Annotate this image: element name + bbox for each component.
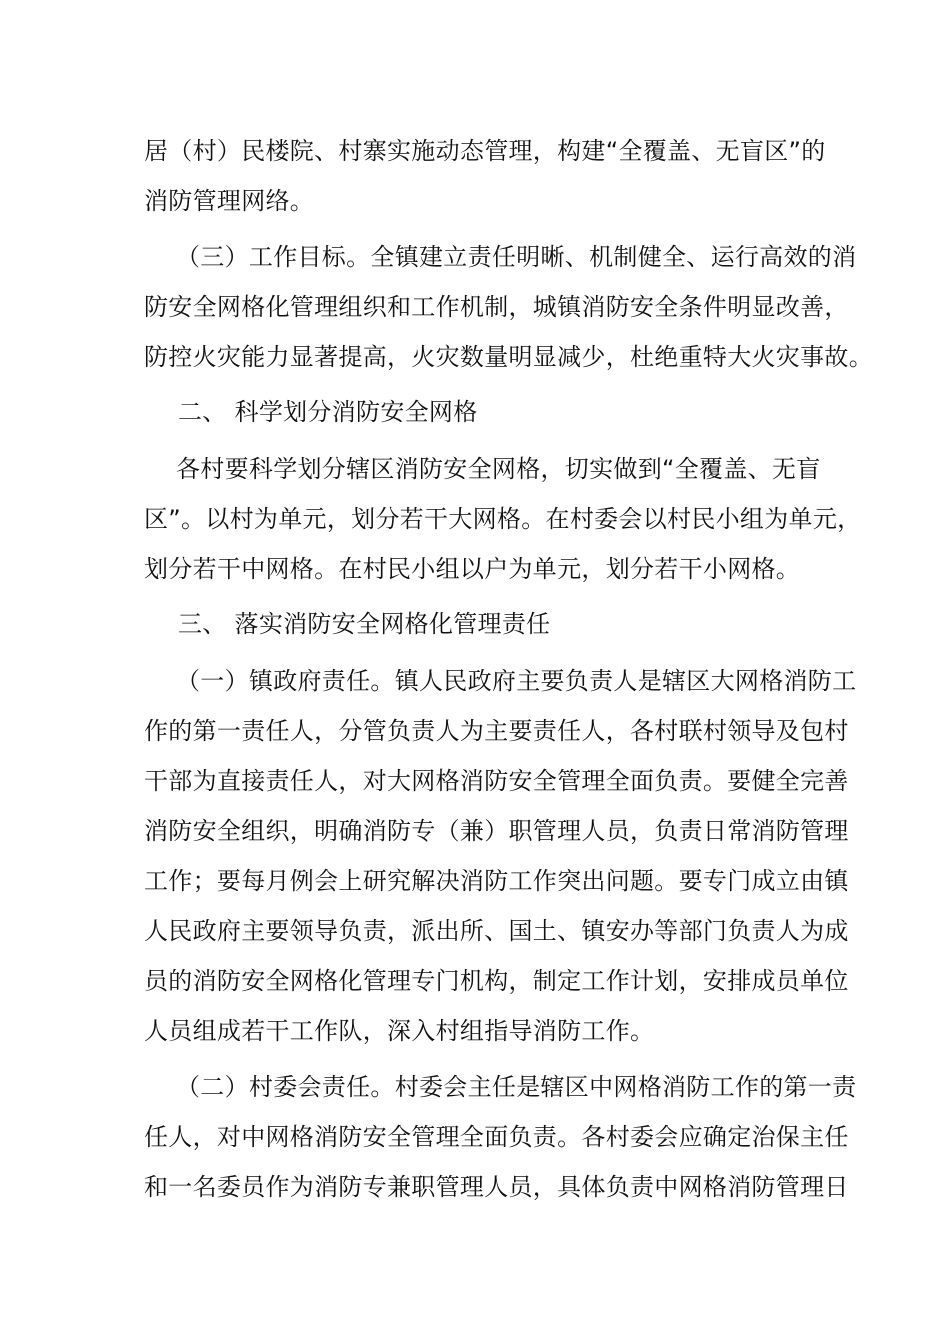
text-line: 人员组成若干工作队，深入村组指导消防工作。 xyxy=(144,1017,655,1045)
text-line: 消防安全组织，明确消防专（兼）职管理人员，负责日常消防管理 xyxy=(144,817,849,845)
text-line: 工作；要每月例会上研究解决消防工作突出问题。要专门成立由镇 xyxy=(144,867,849,895)
text-line: （二）村委会责任。村委会主任是辖区中网格消防工作的第一责 xyxy=(176,1073,857,1101)
text-line: 居（村）民楼院、村寨实施动态管理，构建“全覆盖、无盲区”的 xyxy=(144,137,826,165)
text-line: （一）镇政府责任。镇人民政府主要负责人是辖区大网格消防工 xyxy=(176,667,857,695)
text-line: 区”。以村为单元，划分若干大网格。在村委会以村民小组为单元， xyxy=(144,505,862,533)
text-line: 人民政府主要领导负责，派出所、国土、镇安办等部门负责人为成 xyxy=(144,917,849,945)
text-line: 防控火灾能力显著提高，火灾数量明显减少，杜绝重特大火灾事故。 xyxy=(144,343,873,371)
text-line: 消防管理网络。 xyxy=(144,187,315,215)
text-line: 任人，对中网格消防安全管理全面负责。各村委会应确定治保主任 xyxy=(144,1123,849,1151)
text-line: 各村要科学划分辖区消防安全网格，切实做到“全覆盖、无盲 xyxy=(176,455,821,483)
text-line: 员的消防安全网格化管理专门机构，制定工作计划，安排成员单位 xyxy=(144,967,849,995)
text-line: 干部为直接责任人，对大网格消防安全管理全面负责。要健全完善 xyxy=(144,767,849,795)
text-line: 作的第一责任人，分管负责人为主要责任人，各村联村领导及包村 xyxy=(144,717,849,745)
text-line: 防安全网格化管理组织和工作机制，城镇消防安全条件明显改善， xyxy=(144,293,849,321)
section-heading: 二、 科学划分消防安全网格 xyxy=(178,398,478,426)
text-line: （三）工作目标。全镇建立责任明晰、机制健全、运行高效的消 xyxy=(176,243,857,271)
text-line: 划分若干中网格。在村民小组以户为单元，划分若干小网格。 xyxy=(144,555,801,583)
text-line: 和一名委员作为消防专兼职管理人员，具体负责中网格消防管理日 xyxy=(144,1173,849,1201)
section-heading: 三、 落实消防安全网格化管理责任 xyxy=(178,610,551,638)
